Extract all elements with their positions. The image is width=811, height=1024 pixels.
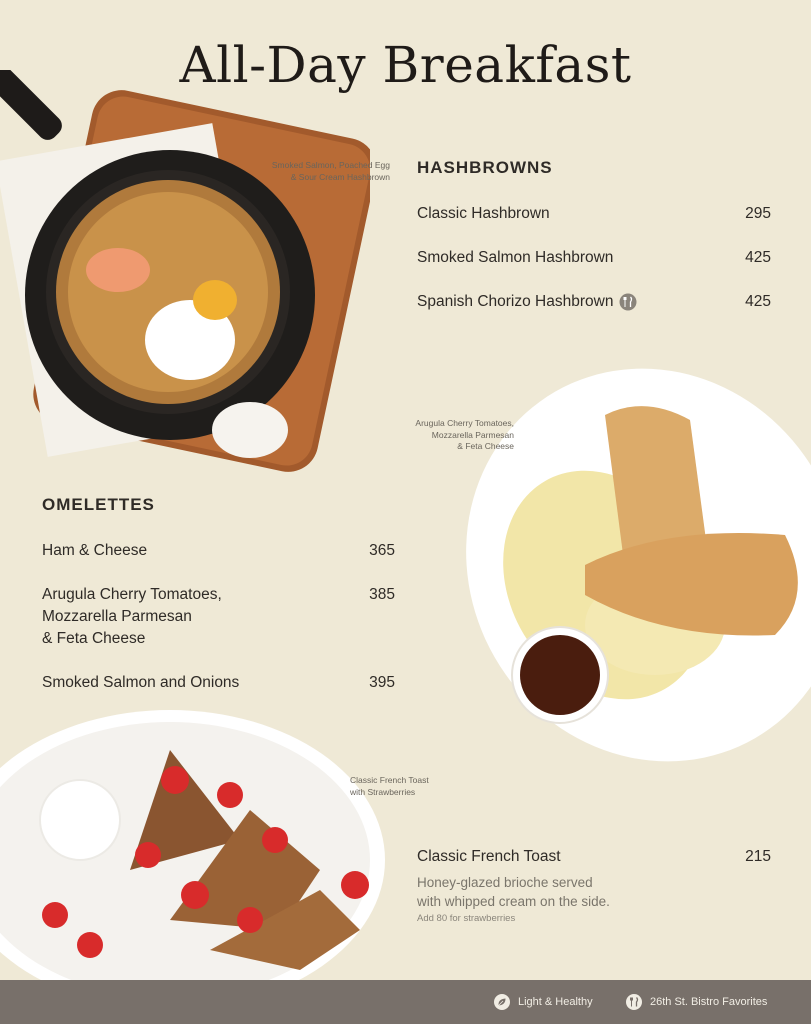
french-toast-photo [0,710,385,980]
item-price: 425 [745,293,771,310]
item-description [417,873,610,911]
item-name: Classic French Toast [417,848,561,865]
item-name-line: Mozzarella Parmesan [42,608,192,625]
item-name: Smoked Salmon and Onions [42,674,240,691]
fork-knife-icon [626,994,642,1010]
item-name-line: Arugula Cherry Tomatoes, [42,586,222,603]
legend-label: 26th St. Bistro Favorites [650,996,768,1008]
menu-item-smoked-salmon-onions [42,672,239,694]
legend-bistro-favorites [626,980,767,1024]
caption-line: with Strawberries [350,786,416,797]
menu-item-arugula-omelette [42,584,222,650]
french-toast-photo-caption [350,775,429,798]
caption-line: Classic French Toast [350,775,429,785]
menu-item-ham-cheese [42,540,147,562]
legend-light-healthy [494,980,593,1024]
item-name: Smoked Salmon Hashbrown [417,249,614,266]
item-note: Add 80 for strawberries [417,913,516,924]
omelettes-heading: OMELETTES [42,495,155,514]
legend-label: Light & Healthy [518,996,593,1008]
item-price: 425 [745,249,771,266]
caption-line: Mozzarella Parmesan [431,429,514,440]
item-price: 215 [745,848,771,865]
caption-line: Smoked Salmon, Poached Egg [271,160,390,170]
caption-line: & Sour Cream Hashbrown [290,171,390,182]
item-price: 385 [369,586,395,603]
menu-item-smoked-salmon-hashbrown [417,247,613,269]
item-name: Ham & Cheese [42,542,148,559]
hashbrown-photo [0,70,370,480]
hashbrowns-heading: HASHBROWNS [417,158,553,177]
description-line: Honey-glazed brioche served [417,875,593,890]
item-name: Classic Hashbrown [417,205,550,222]
item-price: 295 [745,205,771,222]
menu-item-classic-french-toast [417,846,561,868]
caption-line: & Feta Cheese [457,441,514,451]
menu-item-classic-hashbrown [417,203,550,225]
item-name: Spanish Chorizo Hashbrown [417,293,614,310]
page-title: All-Day Breakfast [179,36,632,94]
hashbrown-photo-caption [262,160,390,183]
item-price: 365 [369,542,395,559]
caption-line: Arugula Cherry Tomatoes, [415,418,514,428]
leaf-icon [494,994,510,1010]
description-line: with whipped cream on the side. [417,894,610,909]
item-name-line: & Feta Cheese [42,630,146,647]
legend-footer [0,980,811,1024]
menu-item-spanish-chorizo-hashbrown [417,291,637,313]
bistro-favorite-icon [619,293,637,311]
item-price: 395 [369,674,395,691]
omelette-photo-caption [388,418,514,453]
